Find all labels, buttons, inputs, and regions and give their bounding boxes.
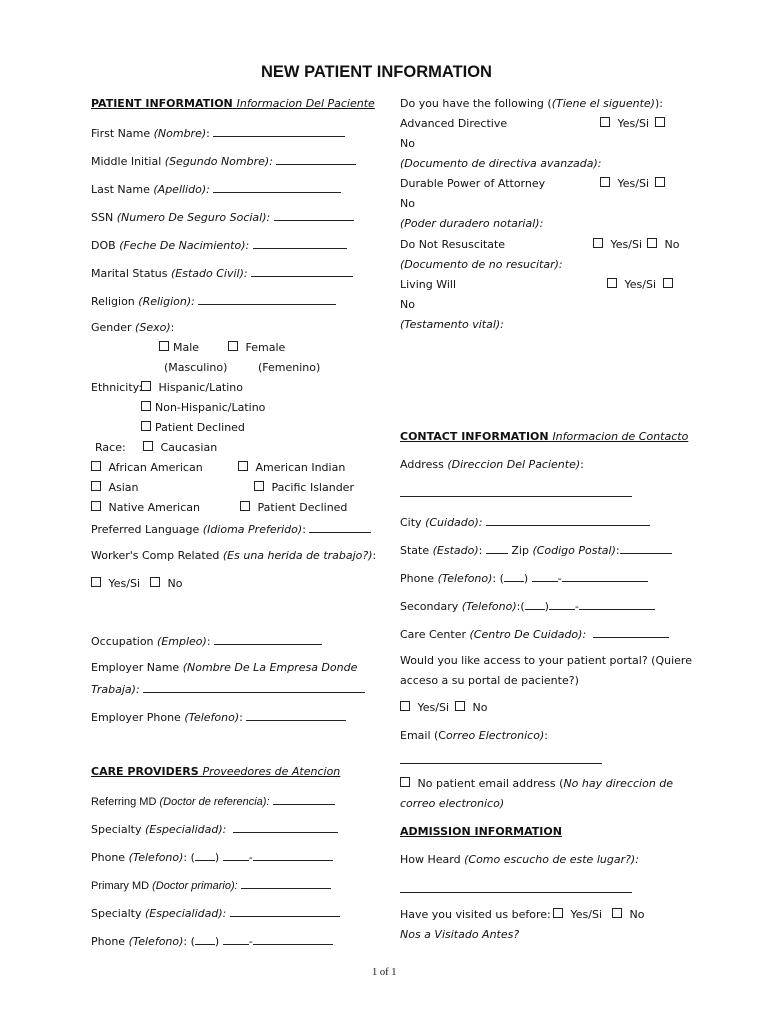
durable-poa-yes-option[interactable]: Yes/Si <box>600 177 649 191</box>
state-line[interactable] <box>486 542 508 554</box>
phone-1-prefix-line[interactable] <box>223 849 249 861</box>
caucasian-option[interactable]: Caucasian <box>143 441 217 455</box>
american-indian-checkbox[interactable] <box>238 461 248 471</box>
ethnicity-declined-option[interactable]: Patient Declined <box>141 421 245 435</box>
phone-2-area-line[interactable] <box>195 933 215 945</box>
employer-name-label: Employer Name (Nombre De La Empresa Donde <box>91 661 358 674</box>
how-heard-line[interactable] <box>400 892 632 893</box>
marital-status-field[interactable]: Marital Status (Estado Civil): <box>91 265 353 281</box>
workers-comp-no-checkbox[interactable] <box>150 577 160 587</box>
dob-line[interactable] <box>253 237 347 249</box>
phone-1-area-line[interactable] <box>195 849 215 861</box>
visited-es: Nos a Visitado Antes? <box>400 928 520 941</box>
advance-directive-no-label: No <box>400 137 415 150</box>
preferred-language-line[interactable] <box>309 521 371 533</box>
hispanic-option[interactable]: Hispanic/Latino <box>141 381 243 395</box>
secondary-phone-field[interactable]: Secondary (Telefono):( ) - <box>400 598 655 614</box>
female-checkbox[interactable] <box>228 341 238 351</box>
first-name-line[interactable] <box>213 125 345 137</box>
durable-poa-no-box[interactable] <box>655 177 665 187</box>
african-american-checkbox[interactable] <box>91 461 101 471</box>
middle-initial-field[interactable]: Middle Initial (Segundo Nombre): <box>91 153 356 169</box>
contact-phone-field[interactable]: Phone (Telefono): ( ) - <box>400 570 648 586</box>
care-center-line[interactable] <box>593 626 669 638</box>
no-email-option[interactable]: No patient email address (No hay direccion de <box>400 777 673 791</box>
dob-field[interactable]: DOB (Feche De Nacimiento): <box>91 237 347 253</box>
no-email-es-line2: correo electronico) <box>400 797 505 810</box>
caucasian-checkbox[interactable] <box>143 441 153 451</box>
specialty-2-line[interactable] <box>230 905 340 917</box>
contact-phone-area-line[interactable] <box>504 570 524 582</box>
specialty-1-line[interactable] <box>233 821 338 833</box>
dnr-es: (Documento de no resucitar): <box>400 258 563 271</box>
patient-info-heading: PATIENT INFORMATION Informacion Del Paciente <box>91 97 375 110</box>
asian-checkbox[interactable] <box>91 481 101 491</box>
admission-heading: ADMISSION INFORMATION <box>400 825 562 838</box>
email-label: Email (Correo Electronico): <box>400 729 548 742</box>
portal-question-line1: Would you like access to your patient portal? (Quiere <box>400 654 692 667</box>
ssn-line[interactable] <box>274 209 354 221</box>
pacific-islander-checkbox[interactable] <box>254 481 264 491</box>
referring-md-field[interactable]: Referring MD (Doctor de referencia): <box>91 793 335 809</box>
living-will-yes-option[interactable]: Yes/Si <box>607 278 656 292</box>
email-line[interactable] <box>400 763 602 764</box>
femenino-label: (Femenino) <box>258 361 321 374</box>
primary-md-line[interactable] <box>241 877 331 889</box>
advance-directive-label: Advanced Directive <box>400 117 508 130</box>
non-hispanic-checkbox[interactable] <box>141 401 151 411</box>
visited-no-checkbox[interactable] <box>612 908 622 918</box>
visited-yes-checkbox[interactable] <box>553 908 563 918</box>
portal-yes-checkbox[interactable] <box>400 701 410 711</box>
specialty-1-field[interactable]: Specialty (Especialidad): <box>91 821 338 837</box>
durable-poa-yes-checkbox[interactable] <box>600 177 610 187</box>
living-will-es: (Testamento vital): <box>400 318 504 331</box>
visited-question: Have you visited us before: <box>400 908 551 921</box>
zip-line[interactable] <box>620 542 672 554</box>
female-option[interactable]: Female <box>228 341 285 355</box>
employer-phone-field[interactable]: Employer Phone (Telefono): <box>91 709 346 725</box>
care-providers-heading: CARE PROVIDERS Proveedores de Atencion <box>91 765 341 778</box>
specialty-2-field[interactable]: Specialty (Especialidad): <box>91 905 340 921</box>
phone-2-field[interactable]: Phone (Telefono): ( ) - <box>91 933 333 949</box>
visited-no-option[interactable]: No <box>612 908 644 922</box>
employer-phone-line[interactable] <box>246 709 346 721</box>
middle-initial-line[interactable] <box>276 153 356 165</box>
ssn-field[interactable]: SSN (Numero De Seguro Social): <box>91 209 354 225</box>
last-name-line[interactable] <box>213 181 341 193</box>
directives-question: Do you have the following ((Tiene el siguente)): <box>400 97 663 110</box>
contact-phone-prefix-line[interactable] <box>532 570 558 582</box>
african-american-option[interactable]: African American <box>91 461 203 475</box>
durable-poa-no-label: No <box>400 197 415 210</box>
male-checkbox[interactable] <box>159 341 169 351</box>
living-will-no-box[interactable] <box>663 278 673 288</box>
gender-label: Gender (Sexo): <box>91 321 175 334</box>
male-option[interactable]: Male <box>159 341 199 355</box>
portal-question-line2: acceso a su portal de paciente?) <box>400 674 579 687</box>
phone-1-number-line[interactable] <box>253 849 333 861</box>
visited-yes-option[interactable]: Yes/Si <box>553 908 602 922</box>
advance-directive-yes-option[interactable]: Yes/Si <box>600 117 649 131</box>
dnr-yes-checkbox[interactable] <box>593 238 603 248</box>
religion-field[interactable]: Religion (Religion): <box>91 293 336 309</box>
portal-yes-option[interactable]: Yes/Si <box>400 701 449 715</box>
native-american-option[interactable]: Native American <box>91 501 200 515</box>
living-will-no-label: No <box>400 298 415 311</box>
non-hispanic-option[interactable]: Non-Hispanic/Latino <box>141 401 265 415</box>
state-zip-field[interactable]: State (Estado): Zip (Codigo Postal): <box>400 542 672 558</box>
page-number: 1 of 1 <box>372 967 397 978</box>
marital-status-line[interactable] <box>251 265 353 277</box>
page-title: NEW PATIENT INFORMATION <box>261 63 492 81</box>
occupation-field[interactable]: Occupation (Empleo): <box>91 633 322 649</box>
how-heard-label: How Heard (Como escucho de este lugar?): <box>400 853 639 866</box>
no-email-checkbox[interactable] <box>400 777 410 787</box>
american-indian-option[interactable]: American Indian <box>238 461 345 475</box>
workers-comp-no-option[interactable]: No <box>150 577 182 591</box>
ethnicity-declined-checkbox[interactable] <box>141 421 151 431</box>
advance-directive-es: (Documento de directiva avanzada): <box>400 157 602 170</box>
dnr-label: Do Not Resuscitate <box>400 238 506 251</box>
dnr-no-option[interactable]: No <box>647 238 679 252</box>
employer-name-line[interactable] <box>143 681 365 693</box>
occupation-line[interactable] <box>214 633 322 645</box>
care-center-field[interactable]: Care Center (Centro De Cuidado): <box>400 626 669 642</box>
address-label: Address (Direccion Del Paciente): <box>400 458 584 471</box>
contact-phone-number-line[interactable] <box>562 570 648 582</box>
city-field[interactable]: City (Cuidado): <box>400 514 650 530</box>
first-name-field[interactable]: First Name (Nombre): <box>91 125 345 141</box>
workers-comp-label: Worker's Comp Related (Es una herida de trabajo?): <box>91 549 377 562</box>
referring-md-line[interactable] <box>273 793 335 805</box>
durable-poa-label: Durable Power of Attorney <box>400 177 546 190</box>
phone-1-field[interactable]: Phone (Telefono): ( ) - <box>91 849 333 865</box>
living-will-yes-checkbox[interactable] <box>607 278 617 288</box>
race-label: Race: <box>95 441 126 454</box>
last-name-field[interactable]: Last Name (Apellido): <box>91 181 341 197</box>
asian-option[interactable]: Asian <box>91 481 139 495</box>
advance-directive-yes-checkbox[interactable] <box>600 117 610 127</box>
primary-md-field[interactable]: Primary MD (Doctor primario): <box>91 877 331 893</box>
durable-poa-es: (Poder duradero notarial): <box>400 217 544 230</box>
portal-no-checkbox[interactable] <box>455 701 465 711</box>
secondary-phone-prefix-line[interactable] <box>549 598 575 610</box>
religion-line[interactable] <box>198 293 336 305</box>
pacific-islander-option[interactable]: Pacific Islander <box>254 481 354 495</box>
phone-2-number-line[interactable] <box>253 933 333 945</box>
secondary-phone-number-line[interactable] <box>579 598 655 610</box>
race-declined-checkbox[interactable] <box>240 501 250 511</box>
address-line[interactable] <box>400 496 632 497</box>
native-american-checkbox[interactable] <box>91 501 101 511</box>
living-will-no-checkbox[interactable] <box>663 278 673 292</box>
race-declined-option[interactable]: Patient Declined <box>240 501 347 515</box>
advance-directive-no-box[interactable] <box>655 117 665 127</box>
living-will-label: Living Will <box>400 278 457 291</box>
workers-comp-yes-checkbox[interactable] <box>91 577 101 587</box>
city-line[interactable] <box>486 514 650 526</box>
masculino-label: (Masculino) <box>164 361 228 374</box>
secondary-phone-area-line[interactable] <box>525 598 545 610</box>
contact-info-heading: CONTACT INFORMATION Informacion de Contacto <box>400 430 689 443</box>
preferred-language-field[interactable]: Preferred Language (Idioma Preferido): <box>91 521 371 537</box>
dnr-no-checkbox[interactable] <box>647 238 657 248</box>
ethnicity-label: Ethnicity: <box>91 381 143 394</box>
portal-no-option[interactable]: No <box>455 701 487 715</box>
employer-name-field[interactable]: Trabaja): <box>91 681 365 697</box>
phone-2-prefix-line[interactable] <box>223 933 249 945</box>
workers-comp-yes-option[interactable]: Yes/Si <box>91 577 140 591</box>
dnr-yes-option[interactable]: Yes/Si <box>593 238 642 252</box>
durable-poa-no-checkbox[interactable] <box>655 177 665 191</box>
hispanic-checkbox[interactable] <box>141 381 151 391</box>
advance-directive-no-checkbox[interactable] <box>655 117 665 131</box>
